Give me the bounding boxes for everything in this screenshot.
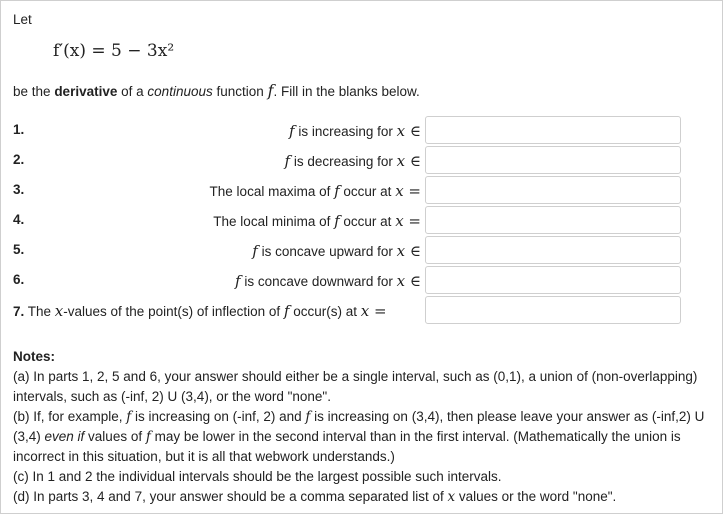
note-b-text: is increasing on (3,4), then please leave your answer as (-inf,2) U (3,4) xyxy=(13,409,705,444)
question-row-1 xyxy=(1,115,724,145)
note-b-text: values of xyxy=(84,429,146,444)
intro-bold-derivative: derivative xyxy=(54,84,118,99)
answer-input-3[interactable] xyxy=(425,176,681,204)
label-text: is increasing for xyxy=(294,124,397,139)
intro-f-var: f xyxy=(267,81,274,100)
note-d xyxy=(13,487,713,507)
notes-section xyxy=(13,347,713,507)
question-7-label xyxy=(13,302,387,320)
label-text: occur at xyxy=(339,214,396,229)
note-b-text: may be lower in the second interval than in the first interval. (Mathematically the union is incorrect in this situation, but it is all that webwork understands.) xyxy=(13,429,681,464)
question-row-6 xyxy=(1,265,724,295)
x-var: x xyxy=(395,212,404,230)
intro-mid: of a xyxy=(121,84,144,99)
label-text: is decreasing for xyxy=(290,154,397,169)
question-number: 4. xyxy=(13,212,25,227)
label-pre: The xyxy=(27,304,55,319)
question-number: 1. xyxy=(13,122,25,137)
question-row-2 xyxy=(1,145,724,175)
label-text: is concave downward for xyxy=(240,274,397,289)
f-var: f xyxy=(145,429,151,445)
question-number: 5. xyxy=(13,242,25,257)
intro-sentence xyxy=(13,81,420,100)
note-b xyxy=(13,407,713,467)
question-row-3 xyxy=(1,175,724,205)
note-d-text: values or the word "none". xyxy=(455,489,617,504)
note-a: (a) In parts 1, 2, 5 and 6, your answer should either be a single interval, such as (0,1), a union of (non-overlapping) intervals, such as (-inf, 2) U (3,4), or the word "none". xyxy=(13,369,698,404)
note-c: (c) In 1 and 2 the individual intervals should be the largest possible such intervals. xyxy=(13,469,502,484)
question-label xyxy=(285,152,421,170)
f-var: f xyxy=(305,409,311,425)
label-pre: The local maxima of xyxy=(209,184,335,199)
question-label xyxy=(213,212,421,230)
relation-symbol: = xyxy=(369,302,387,320)
x-var: x xyxy=(360,302,370,320)
question-label xyxy=(289,122,421,140)
x-var: x xyxy=(396,242,406,260)
note-b-text: (b) If, for example, xyxy=(13,409,127,424)
answer-input-1[interactable] xyxy=(425,116,681,144)
answer-input-7[interactable] xyxy=(425,296,681,324)
f-var: f xyxy=(235,272,241,290)
question-label xyxy=(210,182,421,200)
question-row-5 xyxy=(1,235,724,265)
x-var: x xyxy=(447,489,456,505)
intro-prefix: be the xyxy=(13,84,51,99)
question-number: 2. xyxy=(13,152,25,167)
label-pre: The local minima of xyxy=(213,214,335,229)
answer-input-6[interactable] xyxy=(425,266,681,294)
intro-suffix: function xyxy=(216,84,264,99)
f-var: f xyxy=(252,242,258,260)
question-number: 7. xyxy=(13,304,25,319)
label-mid: -values of the point(s) of inflection of xyxy=(63,304,284,319)
f-var: f xyxy=(289,122,295,140)
relation-symbol: ∈ xyxy=(405,242,421,260)
question-row-7 xyxy=(1,295,724,325)
answer-input-4[interactable] xyxy=(425,206,681,234)
x-var: x xyxy=(396,122,406,140)
f-var: f xyxy=(284,152,291,170)
intro-end: . Fill in the blanks below. xyxy=(273,84,420,99)
relation-symbol: ∈ xyxy=(405,122,421,140)
f-var: f xyxy=(283,302,290,320)
relation-symbol: = xyxy=(403,182,421,200)
question-label xyxy=(235,272,421,290)
note-b-emphasis: even if xyxy=(44,429,85,444)
question-number: 3. xyxy=(13,182,25,197)
question-row-4 xyxy=(1,205,724,235)
question-number: 6. xyxy=(13,272,25,287)
notes-title: Notes: xyxy=(13,349,56,364)
relation-symbol: = xyxy=(403,212,421,230)
note-d-text: (d) In parts 3, 4 and 7, your answer should be a comma separated list of xyxy=(13,489,448,504)
label-text: occur at xyxy=(339,184,396,199)
note-b-text: is increasing on (-inf, 2) and xyxy=(131,409,306,424)
label-text: occur(s) at xyxy=(289,304,361,319)
f-var: f xyxy=(334,182,340,200)
derivative-formula: f′(x) = 5 − 3x² xyxy=(53,41,175,61)
intro-italic-continuous: continuous xyxy=(147,84,213,99)
label-text: is concave upward for xyxy=(257,244,397,259)
f-var: f xyxy=(334,212,340,230)
relation-symbol: ∈ xyxy=(405,152,421,170)
answer-input-2[interactable] xyxy=(425,146,681,174)
relation-symbol: ∈ xyxy=(405,272,421,290)
x-var: x xyxy=(396,272,406,290)
f-var: f xyxy=(126,409,132,425)
let-text: Let xyxy=(13,12,32,27)
x-var: x xyxy=(396,152,406,170)
x-var: x xyxy=(395,182,404,200)
question-label xyxy=(252,242,421,260)
answer-input-5[interactable] xyxy=(425,236,681,264)
x-var: x xyxy=(54,302,64,320)
